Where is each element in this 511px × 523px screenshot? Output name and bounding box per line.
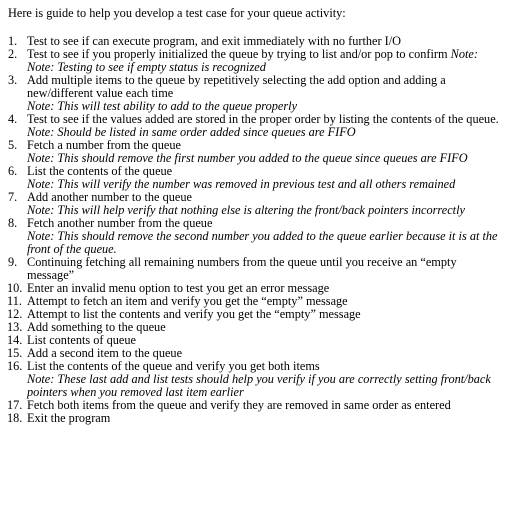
step-text: List the contents of the queue and verify you get both items xyxy=(27,359,320,373)
step-number: 9. xyxy=(8,255,18,269)
step-number: 14. xyxy=(7,333,23,347)
step-text: Attempt to list the contents and verify you get the “empty” message xyxy=(27,307,361,321)
step-note: Note: These last add and list tests should help you verify if you are correctly setting front/back pointers when you removed last item earlier xyxy=(27,372,491,399)
list-item xyxy=(8,48,505,74)
step-note: Note: This will test ability to add to the queue properly xyxy=(27,99,298,113)
list-item xyxy=(8,191,505,217)
step-number: 13. xyxy=(7,320,23,334)
step-text: Attempt to fetch an item and verify you get the “empty” message xyxy=(27,294,348,308)
list-item xyxy=(8,74,505,113)
list-item xyxy=(8,360,505,399)
step-note: Note: This will verify the number was removed in previous test and all others remained xyxy=(27,177,456,191)
step-text: Add a second item to the queue xyxy=(27,346,183,360)
list-item xyxy=(8,217,505,256)
step-inline-note: Note: xyxy=(450,47,478,61)
step-note: Note: This should remove the second number you added to the queue earlier because it is at the front of the queue. xyxy=(27,229,498,256)
step-text: Test to see if can execute program, and exit immediately with no further I/O xyxy=(27,34,402,48)
step-note: Note: Should be listed in same order added since queues are FIFO xyxy=(27,125,356,139)
step-note: Note: Testing to see if empty status is recognized xyxy=(27,60,266,74)
step-number: 4. xyxy=(8,112,18,126)
list-item xyxy=(8,165,505,191)
step-text: Enter an invalid menu option to test you get an error message xyxy=(27,281,330,295)
list-item xyxy=(8,412,505,425)
step-number: 15. xyxy=(7,346,23,360)
step-note: Note: This should remove the first number you added to the queue since queues are FIFO xyxy=(27,151,468,165)
step-text: Test to see if you properly initialized the queue by trying to list and/or pop to confirm xyxy=(27,47,448,61)
intro-text: Here is guide to help you develop a test case for your queue activity: xyxy=(8,6,346,20)
step-text: Test to see if the values added are stored in the proper order by listing the contents of the queue. xyxy=(27,112,499,126)
step-number: 5. xyxy=(8,138,18,152)
step-number: 11. xyxy=(7,294,22,308)
step-text: List the contents of the queue xyxy=(27,164,173,178)
step-text: Continuing fetching all remaining numbers from the queue until you receive an “empty message” xyxy=(27,255,457,282)
step-number: 6. xyxy=(8,164,18,178)
step-number: 18. xyxy=(7,411,23,425)
step-text: Fetch another number from the queue xyxy=(27,216,213,230)
step-number: 16. xyxy=(7,359,23,373)
test-case-list xyxy=(8,35,505,425)
step-number: 12. xyxy=(7,307,23,321)
list-item xyxy=(8,113,505,139)
step-number: 1. xyxy=(8,34,18,48)
step-text: List contents of queue xyxy=(27,333,136,347)
step-text: Add another number to the queue xyxy=(27,190,192,204)
step-number: 10. xyxy=(7,281,23,295)
step-text: Add multiple items to the queue by repetitively selecting the add option and adding a new/different value each time xyxy=(27,73,446,100)
step-text: Add something to the queue xyxy=(27,320,166,334)
step-number: 2. xyxy=(8,47,18,61)
step-text: Exit the program xyxy=(27,411,111,425)
step-number: 3. xyxy=(8,73,18,87)
step-number: 17. xyxy=(7,398,23,412)
step-number: 7. xyxy=(8,190,18,204)
step-note: Note: This will help verify that nothing else is altering the front/back pointers incorrectly xyxy=(27,203,465,217)
step-text: Fetch both items from the queue and verify they are removed in same order as entered xyxy=(27,398,451,412)
step-number: 8. xyxy=(8,216,18,230)
list-item xyxy=(8,256,505,282)
list-item xyxy=(8,139,505,165)
step-text: Fetch a number from the queue xyxy=(27,138,181,152)
